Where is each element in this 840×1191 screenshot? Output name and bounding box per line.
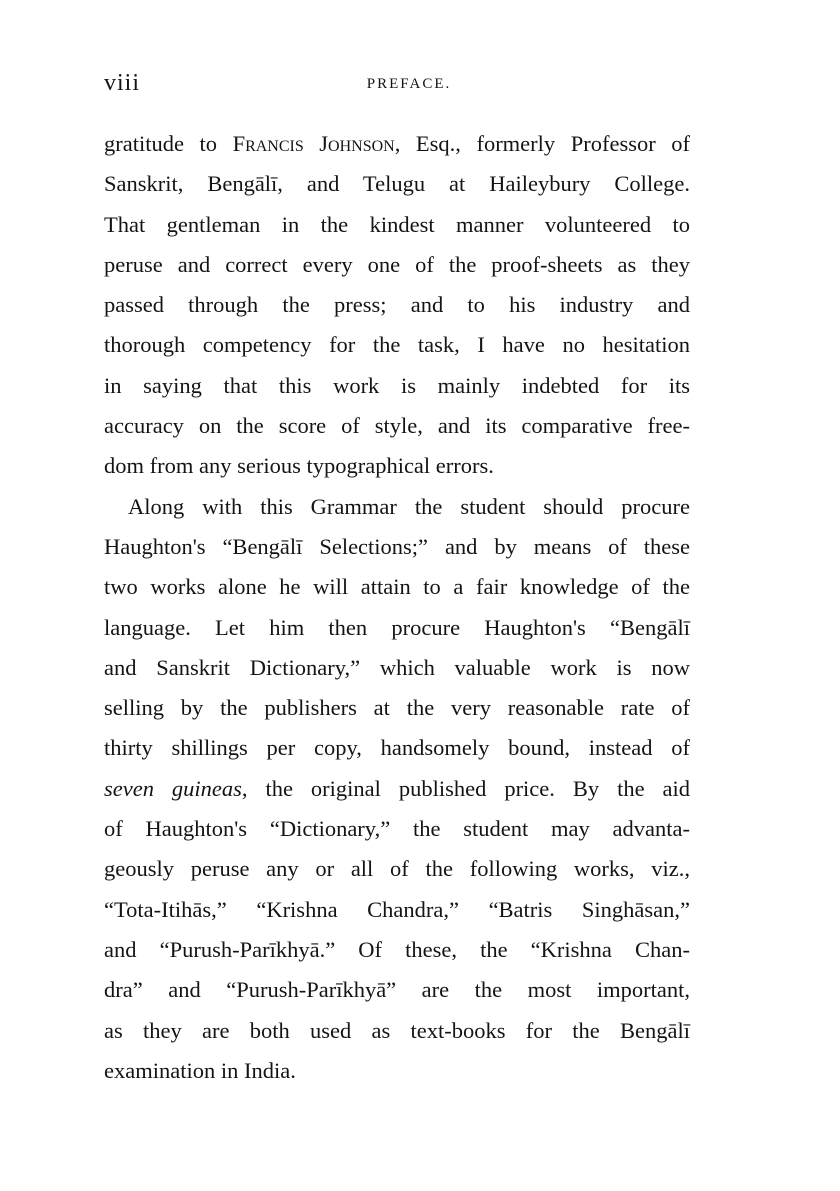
text-line: of Haughton's “Dictionary,” the student may advanta- bbox=[104, 816, 690, 842]
person-name: Francis Johnson bbox=[232, 131, 395, 156]
text-line: and Sanskrit Dictionary,” which valuable work is now bbox=[104, 654, 690, 680]
text-line: Haughton's “Bengālī Selections;” and by means of these bbox=[104, 533, 690, 559]
italic-phrase: seven guineas bbox=[104, 775, 242, 801]
text-line: dra” and “Purush-Parīkhyā” are the most important, bbox=[104, 977, 690, 1003]
text-line: examination in India. bbox=[104, 1057, 296, 1083]
text-line: That gentleman in the kindest manner volunteered to bbox=[104, 211, 690, 237]
page-header bbox=[104, 70, 690, 104]
text-line: Sanskrit, Bengālī, and Telugu at Haileybury College. bbox=[104, 171, 690, 197]
text-line: thorough competency for the task, I have no hesitation bbox=[104, 332, 690, 358]
text-line: passed through the press; and to his industry and bbox=[104, 292, 690, 318]
text-line: in saying that this work is mainly indebted for its bbox=[104, 372, 690, 398]
text-line: dom from any serious typographical errors. bbox=[104, 453, 494, 479]
text-line: language. Let him then procure Haughton's “Bengālī bbox=[104, 614, 690, 640]
text-line: and “Purush-Parīkhyā.” Of these, the “Krishna Chan- bbox=[104, 936, 690, 962]
text-line: accuracy on the score of style, and its comparative free- bbox=[104, 413, 690, 439]
text-line: selling by the publishers at the very reasonable rate of bbox=[104, 695, 690, 721]
text-line: as they are both used as text-books for the Bengālī bbox=[104, 1017, 690, 1043]
text-line bbox=[104, 769, 690, 809]
text-line: thirty shillings per copy, handsomely bound, instead of bbox=[104, 735, 690, 761]
body-text bbox=[104, 124, 690, 1091]
text-line: geously peruse any or all of the following works, viz., bbox=[104, 856, 690, 882]
text-span: , the original published price. By the aid bbox=[241, 775, 690, 801]
running-head: PREFACE. bbox=[366, 76, 452, 92]
text-line: two works alone he will attain to a fair knowledge of the bbox=[104, 574, 690, 600]
paragraph-2 bbox=[104, 487, 690, 1091]
text-span: gratitude to bbox=[104, 131, 233, 156]
text-line bbox=[104, 124, 690, 164]
page-number: viii bbox=[104, 70, 141, 96]
text-line: peruse and correct every one of the proof-sheets as they bbox=[104, 251, 690, 277]
paragraph-1 bbox=[104, 124, 690, 487]
text-line: “Tota-Itihās,” “Krishna Chandra,” “Batris Singhāsan,” bbox=[104, 896, 690, 922]
text-line: Along with this Grammar the student should procure bbox=[128, 493, 690, 519]
text-span: , Esq., formerly Professor of bbox=[394, 131, 690, 156]
